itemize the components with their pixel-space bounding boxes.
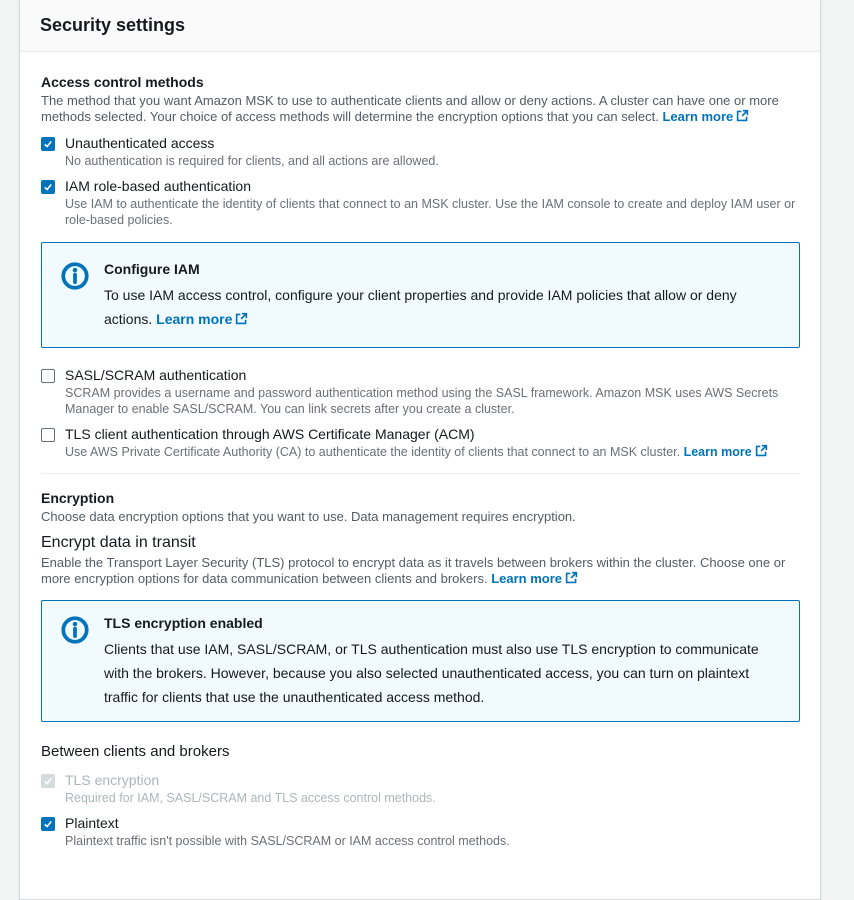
section-divider bbox=[41, 473, 800, 474]
encrypt-in-transit-description-text: Enable the Transport Layer Security (TLS) protocol to encrypt data as it travels between brokers within the cluster. Choose one or more encryption options for data communication between clients and brokers. bbox=[41, 555, 786, 586]
panel-content bbox=[20, 52, 820, 877]
configure-iam-learn-more-link[interactable] bbox=[156, 311, 248, 327]
iam-authentication-checkbox[interactable] bbox=[41, 180, 55, 194]
encrypt-in-transit-description bbox=[41, 555, 799, 588]
access-control-learn-more-link[interactable] bbox=[662, 109, 749, 124]
encrypt-in-transit-learn-more-link[interactable] bbox=[491, 571, 578, 586]
learn-more-label: Learn more bbox=[683, 445, 752, 459]
external-link-icon bbox=[736, 109, 749, 126]
external-link-icon bbox=[565, 571, 578, 588]
configure-iam-alert-body: To use IAM access control, configure your client properties and provide IAM policies that allow or deny actions. bbox=[104, 287, 737, 327]
option-tls-client-authentication bbox=[41, 425, 800, 461]
tls-client-auth-description bbox=[65, 444, 768, 461]
tls-client-auth-checkbox[interactable] bbox=[41, 428, 55, 442]
unauthenticated-access-description: No authentication is required for clients, and all actions are allowed. bbox=[65, 154, 439, 168]
tls-client-auth-learn-more-link[interactable] bbox=[684, 445, 768, 459]
learn-more-label: Learn more bbox=[491, 571, 563, 586]
access-control-description bbox=[41, 93, 799, 126]
access-control-description-text: The method that you want Amazon MSK to use to authenticate clients and allow or deny actions. A cluster can have one or more methods selected. Your choice of access methods will determine the encryption options that you can select. bbox=[41, 93, 779, 124]
plaintext-checkbox[interactable] bbox=[41, 817, 55, 831]
tls-encryption-alert bbox=[41, 600, 800, 722]
iam-authentication-description: Use IAM to authenticate the identity of clients that connect to an MSK cluster. Use the IAM console to create and deploy IAM user or role-based policies. bbox=[65, 197, 796, 227]
configure-iam-alert-title: Configure IAM bbox=[104, 261, 200, 277]
tls-encryption-alert-title: TLS encryption enabled bbox=[104, 615, 263, 631]
plaintext-description: Plaintext traffic isn't possible with SASL/SCRAM or IAM access control methods. bbox=[65, 834, 510, 848]
option-tls-encryption bbox=[41, 771, 800, 806]
iam-authentication-label[interactable]: IAM role-based authentication bbox=[65, 178, 251, 194]
encrypt-in-transit-heading: Encrypt data in transit bbox=[41, 534, 196, 551]
info-icon bbox=[60, 261, 90, 291]
configure-iam-alert-text bbox=[104, 283, 772, 332]
option-plaintext bbox=[41, 814, 800, 849]
option-sasl-scram-authentication bbox=[41, 366, 800, 417]
sasl-scram-label[interactable]: SASL/SCRAM authentication bbox=[65, 367, 247, 383]
tls-encryption-alert-text: Clients that use IAM, SASL/SCRAM, or TLS authentication must also use TLS encryption to communicate with the brokers. However, because you also selected unauthenticated access, you can turn on plaintext traffic for clients that use the unauthenticated access method. bbox=[104, 641, 759, 705]
between-clients-brokers-heading: Between clients and brokers bbox=[41, 743, 230, 760]
option-unauthenticated-access bbox=[41, 134, 800, 169]
info-icon bbox=[60, 615, 90, 645]
option-iam-authentication bbox=[41, 177, 800, 228]
external-link-icon bbox=[755, 444, 768, 461]
encryption-description: Choose data encryption options that you want to use. Data management requires encryption. bbox=[41, 509, 576, 524]
tls-client-auth-description-text: Use AWS Private Certificate Authority (CA) to authenticate the identity of clients that connect to an MSK cluster. bbox=[65, 445, 681, 459]
panel-header bbox=[20, 0, 820, 52]
learn-more-label: Learn more bbox=[662, 109, 734, 124]
page-title: Security settings bbox=[40, 15, 186, 35]
access-control-heading: Access control methods bbox=[41, 74, 204, 90]
external-link-icon bbox=[235, 308, 248, 332]
plaintext-label[interactable]: Plaintext bbox=[65, 815, 119, 831]
security-settings-panel bbox=[19, 0, 821, 900]
tls-encryption-checkbox bbox=[41, 774, 55, 788]
sasl-scram-description: SCRAM provides a username and password authentication method using the SASL framework. Amazon MSK uses AWS Secrets Manager to enable SASL/SCRAM. You can link secrets after you create a cluster. bbox=[65, 386, 779, 416]
unauthenticated-access-checkbox[interactable] bbox=[41, 137, 55, 151]
encryption-heading: Encryption bbox=[41, 490, 115, 506]
tls-client-auth-label[interactable]: TLS client authentication through AWS Certificate Manager (ACM) bbox=[65, 426, 475, 442]
unauthenticated-access-label[interactable]: Unauthenticated access bbox=[65, 135, 215, 151]
learn-more-label: Learn more bbox=[156, 311, 233, 327]
configure-iam-alert bbox=[41, 242, 800, 348]
tls-encryption-label: TLS encryption bbox=[65, 772, 160, 788]
tls-encryption-description: Required for IAM, SASL/SCRAM and TLS access control methods. bbox=[65, 791, 436, 805]
sasl-scram-checkbox[interactable] bbox=[41, 369, 55, 383]
